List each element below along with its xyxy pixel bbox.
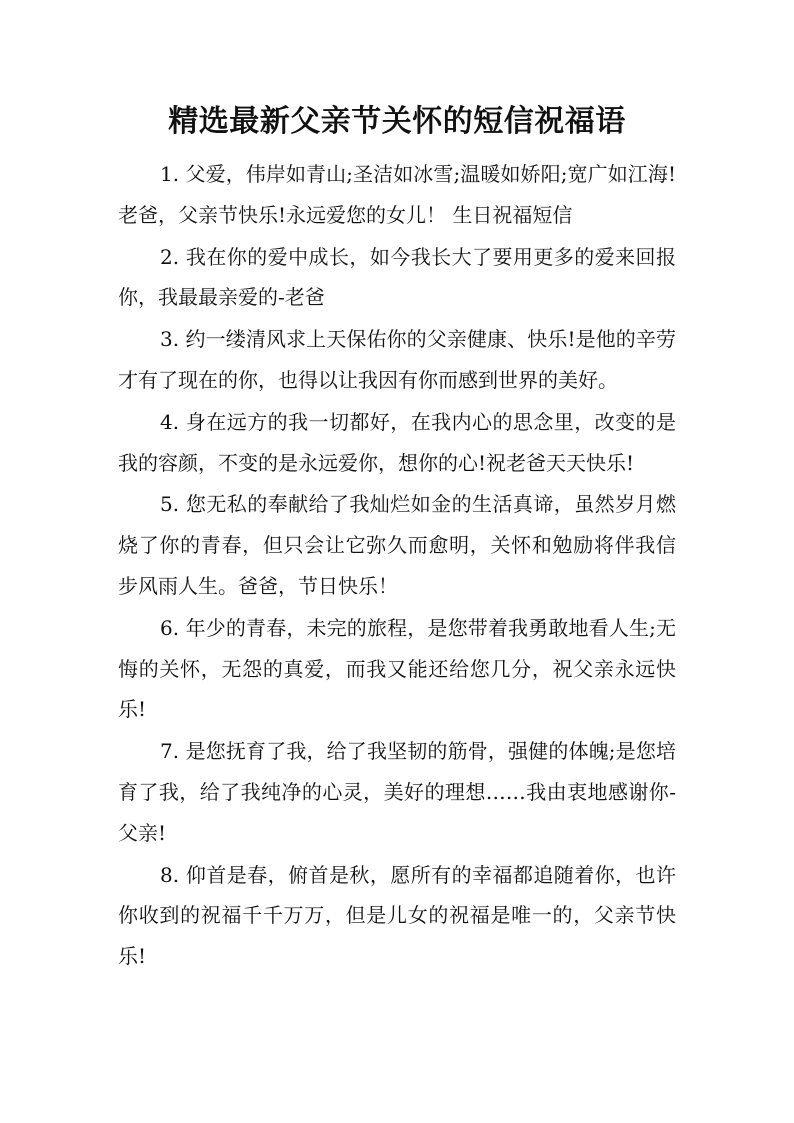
list-item-7: 7. 是您抚育了我，给了我坚韧的筋骨，强健的体魄;是您培育了我，给了我纯净的心灵，美好的理想……我由衷地感谢你-父亲! [118,739,676,845]
message-list [118,154,676,978]
list-item-4: 4. 身在远方的我一切都好，在我内心的思念里，改变的是我的容颜，不变的是永远爱你，想你的心!祝老爸天天快乐! [118,409,676,475]
list-item-1: 1. 父爱，伟岸如青山;圣洁如冰雪;温暖如娇阳;宽广如江海!老爸，父亲节快乐!永远爱您的女儿！ 生日祝福短信 [118,162,676,227]
list-item-8: 8. 仰首是春，俯首是秋，愿所有的幸福都追随着你，也许你收到的祝福千千万万，但是儿女的祝福是唯一的，父亲节快乐! [118,862,676,969]
list-item-2: 2. 我在你的爱中成长，如今我长大了要用更多的爱来回报你，我最最亲爱的-老爸 [118,244,676,310]
list-item-5: 5. 您无私的奉献给了我灿烂如金的生活真谛，虽然岁月燃烧了你的青春，但只会让它弥久而愈明，关怀和勉励将伴我信步风雨人生。爸爸，节日快乐！ [118,492,676,598]
list-item-3: 3. 约一缕清风求上天保佑你的父亲健康、快乐!是他的辛劳才有了现在的你，也得以让我因有你而感到世界的美好。 [118,327,676,392]
document-title: 精选最新父亲节关怀的短信祝福语 [168,104,626,139]
list-item-6: 6. 年少的青春，未完的旅程，是您带着我勇敢地看人生;无悔的关怀，无怨的真爱，而我又能还给您几分，祝父亲永远快乐! [118,615,676,722]
